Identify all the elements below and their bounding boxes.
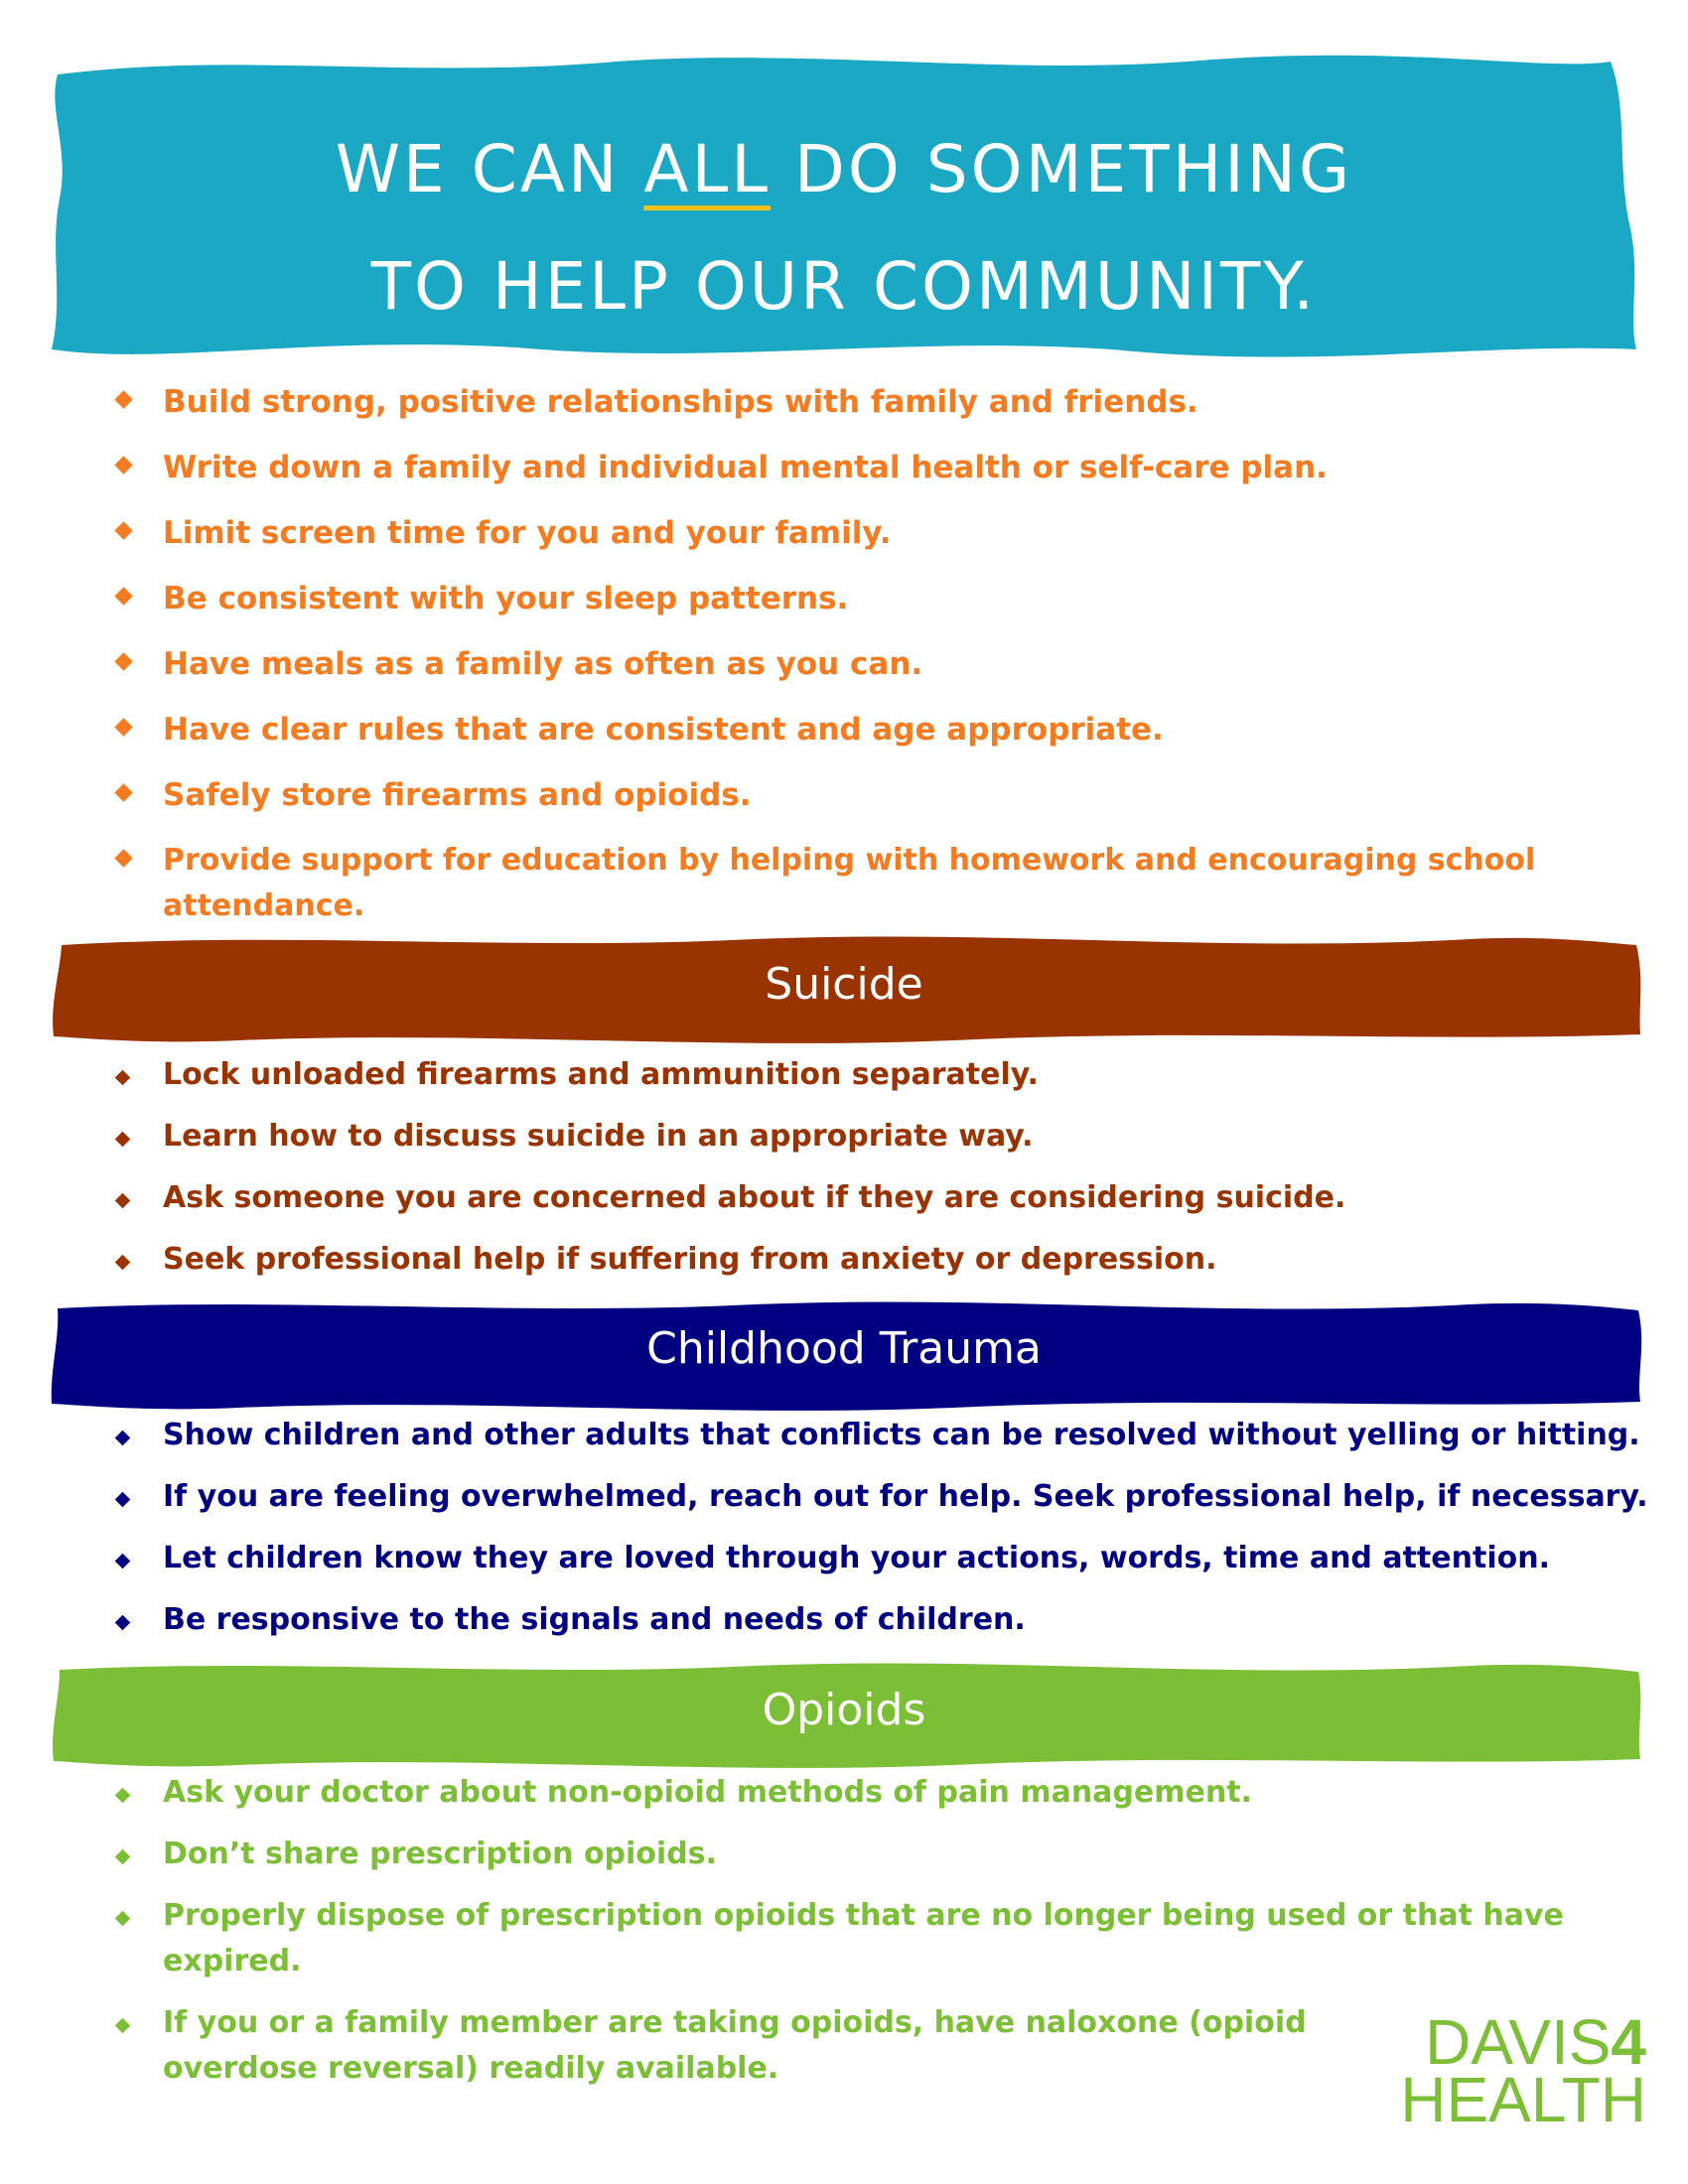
diamond-bullet-icon	[115, 1911, 131, 1927]
list-item-text: Limit screen time for you and your family.	[163, 515, 892, 551]
diamond-bullet-icon	[115, 1255, 131, 1271]
diamond-bullet-icon	[115, 1788, 131, 1804]
list-item-text: Write down a family and individual mental health or self-care plan.	[163, 450, 1328, 485]
list-item	[111, 576, 1660, 621]
list-item	[111, 1770, 1660, 1816]
diamond-bullet-icon	[115, 2018, 131, 2034]
diamond-bullet-icon	[115, 1554, 131, 1570]
list-item	[111, 1175, 1660, 1221]
list-item-text: Have meals as a family as often as you can.	[163, 646, 923, 682]
list-item	[111, 2000, 1414, 2092]
title-line-1	[60, 111, 1628, 228]
list-item-text: If you are feeling overwhelmed, reach out for help. Seek professional help, if necessary.	[163, 1479, 1648, 1514]
list-item	[111, 1474, 1660, 1520]
diamond-bullet-icon	[115, 1615, 131, 1631]
list-item	[111, 1893, 1660, 1984]
list-item-text: Lock unloaded firearms and ammunition separately.	[163, 1057, 1039, 1092]
diamond-bullet-icon	[114, 587, 132, 605]
diamond-bullet-icon	[114, 652, 132, 670]
diamond-bullet-icon	[114, 390, 132, 408]
list-item-text: Let children know they are loved through your actions, words, time and attention.	[163, 1541, 1550, 1575]
list-item	[111, 445, 1660, 490]
davis4health-logo	[1388, 2006, 1646, 2135]
list-item-text: Don’t share prescription opioids.	[163, 1837, 717, 1871]
list-item	[111, 1536, 1660, 1581]
list-item-text: Learn how to discuss suicide in an appropriate way.	[163, 1119, 1034, 1154]
list-item-text: If you or a family member are taking opioids, have naloxone (opioid overdose reversal) readily available.	[163, 2005, 1307, 2086]
list-item	[111, 1052, 1660, 1098]
diamond-bullet-icon	[115, 1431, 131, 1446]
logo-number: 4	[1611, 2006, 1646, 2078]
list-item-text: Have clear rules that are consistent and age appropriate.	[163, 712, 1164, 748]
page-title	[60, 111, 1628, 345]
list-item	[111, 1413, 1660, 1458]
list-item-text: Provide support for education by helping with homework and encouraging school attendance.	[163, 843, 1536, 923]
title-emphasis: ALL	[643, 131, 772, 207]
list-item	[111, 1114, 1660, 1160]
list-item	[111, 772, 1660, 818]
list-item	[111, 707, 1660, 752]
diamond-bullet-icon	[114, 849, 132, 867]
list-item-text: Ask someone you are concerned about if they are considering suicide.	[163, 1180, 1346, 1215]
title-text: WE CAN	[335, 131, 644, 207]
list-item	[111, 1237, 1660, 1283]
section-title-childhood-trauma: Childhood Trauma	[646, 1323, 1042, 1374]
logo-word-davis: DAVIS	[1425, 2006, 1612, 2078]
diamond-bullet-icon	[114, 456, 132, 474]
trauma-tips-list	[111, 1413, 1660, 1659]
diamond-bullet-icon	[115, 1492, 131, 1508]
list-item	[111, 1832, 1660, 1877]
diamond-bullet-icon	[114, 521, 132, 539]
section-title-suicide: Suicide	[765, 959, 923, 1010]
diamond-bullet-icon	[114, 718, 132, 736]
diamond-bullet-icon	[114, 783, 132, 801]
list-item	[111, 641, 1660, 687]
list-item-text: Ask your doctor about non-opioid methods of pain management.	[163, 1775, 1252, 1810]
list-item-text: Be responsive to the signals and needs of children.	[163, 1602, 1026, 1637]
section-title-opioids: Opioids	[762, 1685, 926, 1735]
list-item	[111, 379, 1660, 425]
list-item-text: Safely store firearms and opioids.	[163, 777, 752, 813]
list-item-text: Seek professional help if suffering from anxiety or depression.	[163, 1242, 1217, 1277]
list-item	[111, 1597, 1660, 1643]
title-text: DO SOMETHING	[771, 131, 1353, 207]
diamond-bullet-icon	[115, 1070, 131, 1086]
general-tips-list	[111, 379, 1660, 949]
diamond-bullet-icon	[115, 1849, 131, 1865]
title-line-2: TO HELP OUR COMMUNITY.	[370, 248, 1318, 325]
logo-line-2: HEALTH	[1400, 2064, 1646, 2135]
diamond-bullet-icon	[115, 1132, 131, 1148]
list-item-text: Show children and other adults that conflicts can be resolved without yelling or hitting.	[163, 1418, 1640, 1452]
list-item-text: Be consistent with your sleep patterns.	[163, 581, 849, 616]
logo-line-1	[1388, 2006, 1646, 2078]
suicide-tips-list	[111, 1052, 1660, 1298]
list-item	[111, 838, 1660, 929]
list-item	[111, 510, 1660, 556]
list-item-text: Build strong, positive relationships with family and friends.	[163, 384, 1198, 420]
list-item-text: Properly dispose of prescription opioids that are no longer being used or that have expired.	[163, 1898, 1564, 1979]
diamond-bullet-icon	[115, 1193, 131, 1209]
